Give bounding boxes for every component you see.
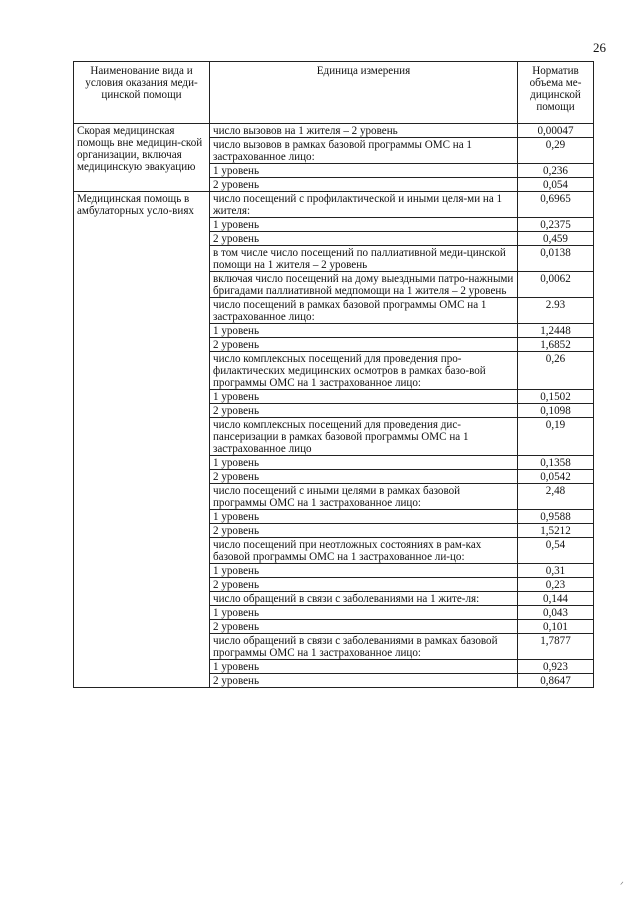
norm-value-cell: 1,7877 [518,634,594,660]
unit-cell: число посещений с иными целями в рамках базовой программы ОМС на 1 застрахованное лицо: [210,484,518,510]
unit-cell: в том числе число посещений по паллиативной меди-цинской помощи на 1 жителя – 2 уровень [210,246,518,272]
unit-cell: 1 уровень [210,218,518,232]
unit-cell: 1 уровень [210,606,518,620]
table-row [74,192,594,218]
norm-value-cell: 0,9588 [518,510,594,524]
norm-value-cell: 0,101 [518,620,594,634]
norm-value-cell: 0,54 [518,538,594,564]
norm-value-cell: 0,31 [518,564,594,578]
norm-value-cell: 0,26 [518,352,594,390]
unit-cell: число посещений с профилактической и иными целя-ми на 1 жителя: [210,192,518,218]
norm-value-cell: 0,23 [518,578,594,592]
header-care-type: Наименование вида и условия оказания меди-цинской помощи [74,62,210,124]
table-body [74,124,594,688]
header-unit: Единица измерения [210,62,518,124]
norm-value-cell: 2.93 [518,298,594,324]
norm-value-cell: 0,1358 [518,456,594,470]
norm-value-cell: 0,1098 [518,404,594,418]
table-header-row [74,62,594,124]
unit-cell: 1 уровень [210,660,518,674]
page-number: 26 [593,40,606,55]
unit-cell: число обращений в связи с заболеваниями на 1 жите-ля: [210,592,518,606]
unit-cell: включая число посещений на дому выездными патро-нажными бригадами паллиативной медпомощи на 1 жителя – 2 уровень [210,272,518,298]
norm-value-cell: 0,1502 [518,390,594,404]
unit-cell: 2 уровень [210,232,518,246]
care-type-cell: Скорая медицинская помощь вне медицин-ской организации, включая медицинскую эвакуацию [74,124,210,192]
norm-value-cell: 1,5212 [518,524,594,538]
norm-value-cell: 0,459 [518,232,594,246]
care-type-cell: Медицинская помощь в амбулаторных усло-виях [74,192,210,688]
unit-cell: число комплексных посещений для проведения дис-пансеризации в рамках базовой программы ОМС на 1 застрахованное лицо [210,418,518,456]
unit-cell: 2 уровень [210,404,518,418]
norm-value-cell: 0,0138 [518,246,594,272]
header-norm: Норматив объема ме-дицинской помощи [518,62,594,124]
unit-cell: 1 уровень [210,510,518,524]
norm-value-cell: 2,48 [518,484,594,510]
unit-cell: число посещений при неотложных состояниях в рам-ках базовой программы ОМС на 1 застрахованное ли-цо: [210,538,518,564]
norm-value-cell: 0,2375 [518,218,594,232]
unit-cell: 1 уровень [210,564,518,578]
norm-value-cell: 0,0062 [518,272,594,298]
unit-cell: 1 уровень [210,456,518,470]
norms-table [73,61,594,688]
table-row [74,124,594,138]
norm-value-cell: 0,054 [518,178,594,192]
unit-cell: число вызовов на 1 жителя – 2 уровень [210,124,518,138]
norm-value-cell: 1,6852 [518,338,594,352]
norm-value-cell: 0,00047 [518,124,594,138]
unit-cell: число посещений в рамках базовой программы ОМС на 1 застрахованное лицо: [210,298,518,324]
norm-value-cell: 0,6965 [518,192,594,218]
unit-cell: число комплексных посещений для проведения про-филактических медицинских осмотров в рамках базо-вой программы ОМС на 1 застрахованное лицо: [210,352,518,390]
norm-value-cell: 0,0542 [518,470,594,484]
unit-cell: 2 уровень [210,578,518,592]
unit-cell: 2 уровень [210,178,518,192]
unit-cell: 2 уровень [210,674,518,688]
unit-cell: 2 уровень [210,620,518,634]
unit-cell: 2 уровень [210,470,518,484]
unit-cell: 1 уровень [210,324,518,338]
norm-value-cell: 0,144 [518,592,594,606]
norm-value-cell: 0,923 [518,660,594,674]
norm-value-cell: 0,043 [518,606,594,620]
unit-cell: число вызовов в рамках базовой программы ОМС на 1 застрахованное лицо: [210,138,518,164]
unit-cell: 1 уровень [210,164,518,178]
norm-value-cell: 0,8647 [518,674,594,688]
norm-value-cell: 1,2448 [518,324,594,338]
unit-cell: 2 уровень [210,524,518,538]
norm-value-cell: 0,19 [518,418,594,456]
norm-value-cell: 0,236 [518,164,594,178]
unit-cell: 2 уровень [210,338,518,352]
norm-value-cell: 0,29 [518,138,594,164]
unit-cell: число обращений в связи с заболеваниями в рамках базовой программы ОМС на 1 застрахованное лицо: [210,634,518,660]
unit-cell: 1 уровень [210,390,518,404]
corner-mark: ᐟ [620,880,624,890]
